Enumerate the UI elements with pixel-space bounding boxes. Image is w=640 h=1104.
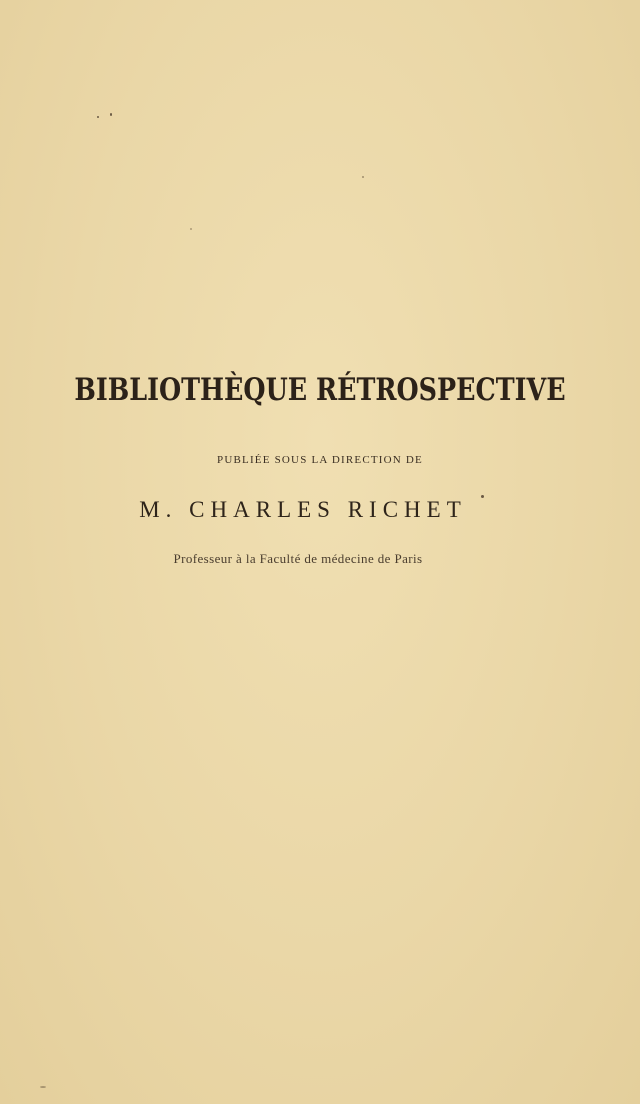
series-subtitle: PUBLIÉE SOUS LA DIRECTION DE <box>217 454 423 466</box>
editor-affiliation: Professeur à la Faculté de médecine de Paris <box>173 551 423 566</box>
paper-speck <box>110 113 112 116</box>
series-title: BIBLIOTHÈQUE RÉTROSPECTIVE <box>74 372 566 408</box>
paper-speck <box>190 228 192 230</box>
paper-speck <box>362 176 364 178</box>
paper-speck <box>481 495 484 498</box>
paper-speck <box>97 116 99 118</box>
paper-speck <box>40 1086 46 1088</box>
editor-name: M. CHARLES RICHET <box>139 497 467 522</box>
